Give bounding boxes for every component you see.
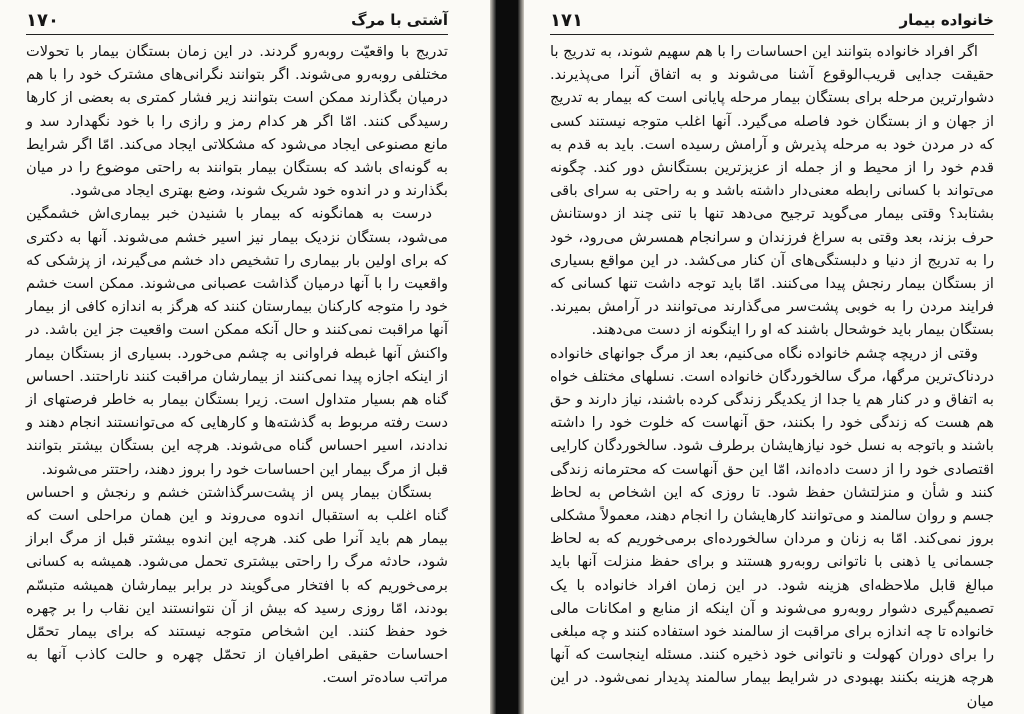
- right-running-title: خانواده بیمار: [899, 11, 994, 29]
- right-paragraph-1: اگر افراد خانواده بتوانند این احساسات را با هم سهیم شوند، به تدریج با حقیقت جدایی قریب‌الوقوع آشنا می‌شوند و به اتفاق آنرا می‌پذیرند. دشوارترین مرحله برای بستگان بیمار مرحله پایانی است که بیمار به تدریج از جهان و از بستگان خود فاصله می‌گیرد. آنها اغلب متوجه نیستند کسی که در مردن خود به مرحله پذیرش و آرامش رسیده است. باید به قدم به قدم خود را از محیط و از جمله از عزیزترین بستگانش دور کند. چگونه می‌تواند با کسانی رابطه معنی‌دار داشته باشد و به راحتی به سرای باقی بشتابد؟ وقتی بیمار می‌گوید ترجیح می‌دهد تنها با تنی چند از دوستانش حرف بزند، بعد وقتی به سراغ فرزندان و سرانجام همسرش می‌رود، خود را به تدریج از دنیا و دلبستگی‌های آن کنار می‌کشد. در این مواقع بسیاری از بستگان بیمار رنجش پیدا می‌کنند. امّا باید توجه داشت تنها کسانی که فرایند مردن را به خوبی پشت‌سر می‌گذارند می‌توانند در آرامش بمیرند. بستگان بیمار باید خوشحال باشند که او را اینگونه از دست می‌دهند.: [550, 43, 994, 339]
- left-paragraph-1: تدریج با واقعیّت روبه‌رو گردند. در این زمان بستگان بیمار با تحولات مختلفی روبه‌رو می‌شوند. اگر بتوانند نگرانی‌های مشترک خود را با هم درمیان بگذارند ممکن است بتوانند زیر فشار کمتری به بعضی از کارها رسیدگی کنند. امّا اگر هر کدام رمز و رازی را با خود نگهدارد سد و مانع مصنوعی ایجاد می‌شود که مشکلاتی ایجاد می‌کند. امّا اگر شرایط به گونه‌ای باشد که بستگان بیمار بتوانند به راحتی موضوع را در میان بگذارند و در اندوه خود شریک شوند، وضع بهتری ایجاد می‌شود.: [26, 43, 448, 200]
- left-paragraph-3: بستگان بیمار پس از پشت‌سرگذاشتن خشم و رنجش و احساس گناه اغلب به استقبال اندوه می‌روند و این همان مراحلی است که بیمار هم باید آنرا طی کند. هرچه این اندوه بیشتر قبل از مرگ ابراز شود، حادثه مرگ را راحتی بیشتری تحمل می‌شود. همیشه به کسانی برمی‌خوریم که با افتخار می‌گویند در برابر بیمارشان همیشه متبسّم بودند، امّا روزی رسید که بیش از آن نتوانستند این نقاب را بر چهره خود حفظ کنند. این اشخاص متوجه نیستند که برای بیمار تحمّل احساسات حقیقی اطرافیان از تحمّل چهره و حالت کاذب آنها به مراتب ساده‌تر است.: [26, 483, 448, 687]
- right-paragraph-2: وقتی از دریچه چشم خانواده نگاه می‌کنیم، بعد از مرگ جوانهای خانواده دردناک‌ترین مرگها، مرگ سالخوردگان خانواده است. نسلهای مختلف خواه به اتفاق و در کنار هم یا جدا از یکدیگر زندگی کرده باشند، نیاز دارند و حق هم هست که زندگی خود را بکنند، حق آنهاست که خلوت خود را داشته باشند و باتوجه به نسل خود نیازهایشان برطرف شود. سالخوردگان کارایی اقتصادی خود را از دست داده‌اند، امّا این حق آنهاست که محترمانه زندگی کنند و شأن و منزلتشان حفظ شود. تا روزی که این اشخاص به لحاظ جسم و روان سالمند و می‌توانند کارهایشان را انجام دهند، معمولاً مشکلی بروز نمی‌کند. امّا به زنان و مردان سالخورده‌ای برمی‌خوریم که به لحاظ جسمانی یا ذهنی با ناتوانی روبه‌رو هستند و برای حفظ منزلت آنها باید مبالغ قابل ملاحظه‌ای هزینه شود. در این زمان افراد خانواده با یک تصمیم‌گیری دشوار روبه‌رو می‌شوند و آن اینکه از منابع و امکانات مالی خانواده تا چه اندازه برای مراقبت از سالمند خود استفاده کنند و چه مبلغی را برای دوران کهولت و ناتوانی خود ذخیره کنند. مسئله اینجاست که آنها هرچه هزینه بکنند بهبودی در شرایط بیمار سالمند پدیدار نمی‌شود. در این میان: [550, 344, 994, 710]
- left-page-number: ۱۷۰: [26, 9, 59, 31]
- right-header-rule: [550, 34, 994, 35]
- right-page-body: [550, 40, 994, 713]
- book-gutter: [490, 0, 524, 714]
- right-page-header: [550, 8, 994, 32]
- left-paragraph-2: درست به همانگونه که بیمار با شنیدن خبر بیماری‌اش خشمگین می‌شود، بستگان نزدیک بیمار نیز اسیر خشم می‌شوند. آنها به دکتری که برای اولین بار بیماری را تشخیص داد خشم می‌گیرند، از پزشکی که واقعیت را با آنها درمیان گذاشت عصبانی می‌شوند. ممکن است خشم خود را متوجه کارکنان بیمارستان کنند که هرگز به اندازه کافی از بیمار آنها مراقبت نمی‌کنند و حال آنکه ممکن است واقعیت جز این باشد. در واکنش آنها غبطه فراوانی به چشم می‌خورد. بسیاری از بستگان بیمار از اینکه اجازه پیدا نمی‌کنند از بیمارشان مراقبت کنند ناراحتند. احساس گناه هم بسیار متداول است. زیرا بستگان بیمار به خاطر فرصتهای از دست رفته مربوط به گذشته‌ها و کارهایی که می‌توانستند انجام دهند و ندادند، اسیر احساس گناه می‌شوند. هرچه این بستگان بیشتر بتوانند قبل از مرگ بیمار این احساسات خود را بروز دهند، راحتتر می‌شوند.: [26, 205, 448, 478]
- right-page: [524, 0, 1024, 714]
- left-header-rule: [26, 34, 448, 35]
- left-running-title: آشتی با مرگ: [351, 11, 448, 29]
- left-page: [0, 0, 490, 714]
- left-page-header: [26, 8, 448, 32]
- left-page-body: [26, 40, 448, 690]
- right-page-number: ۱۷۱: [550, 9, 583, 31]
